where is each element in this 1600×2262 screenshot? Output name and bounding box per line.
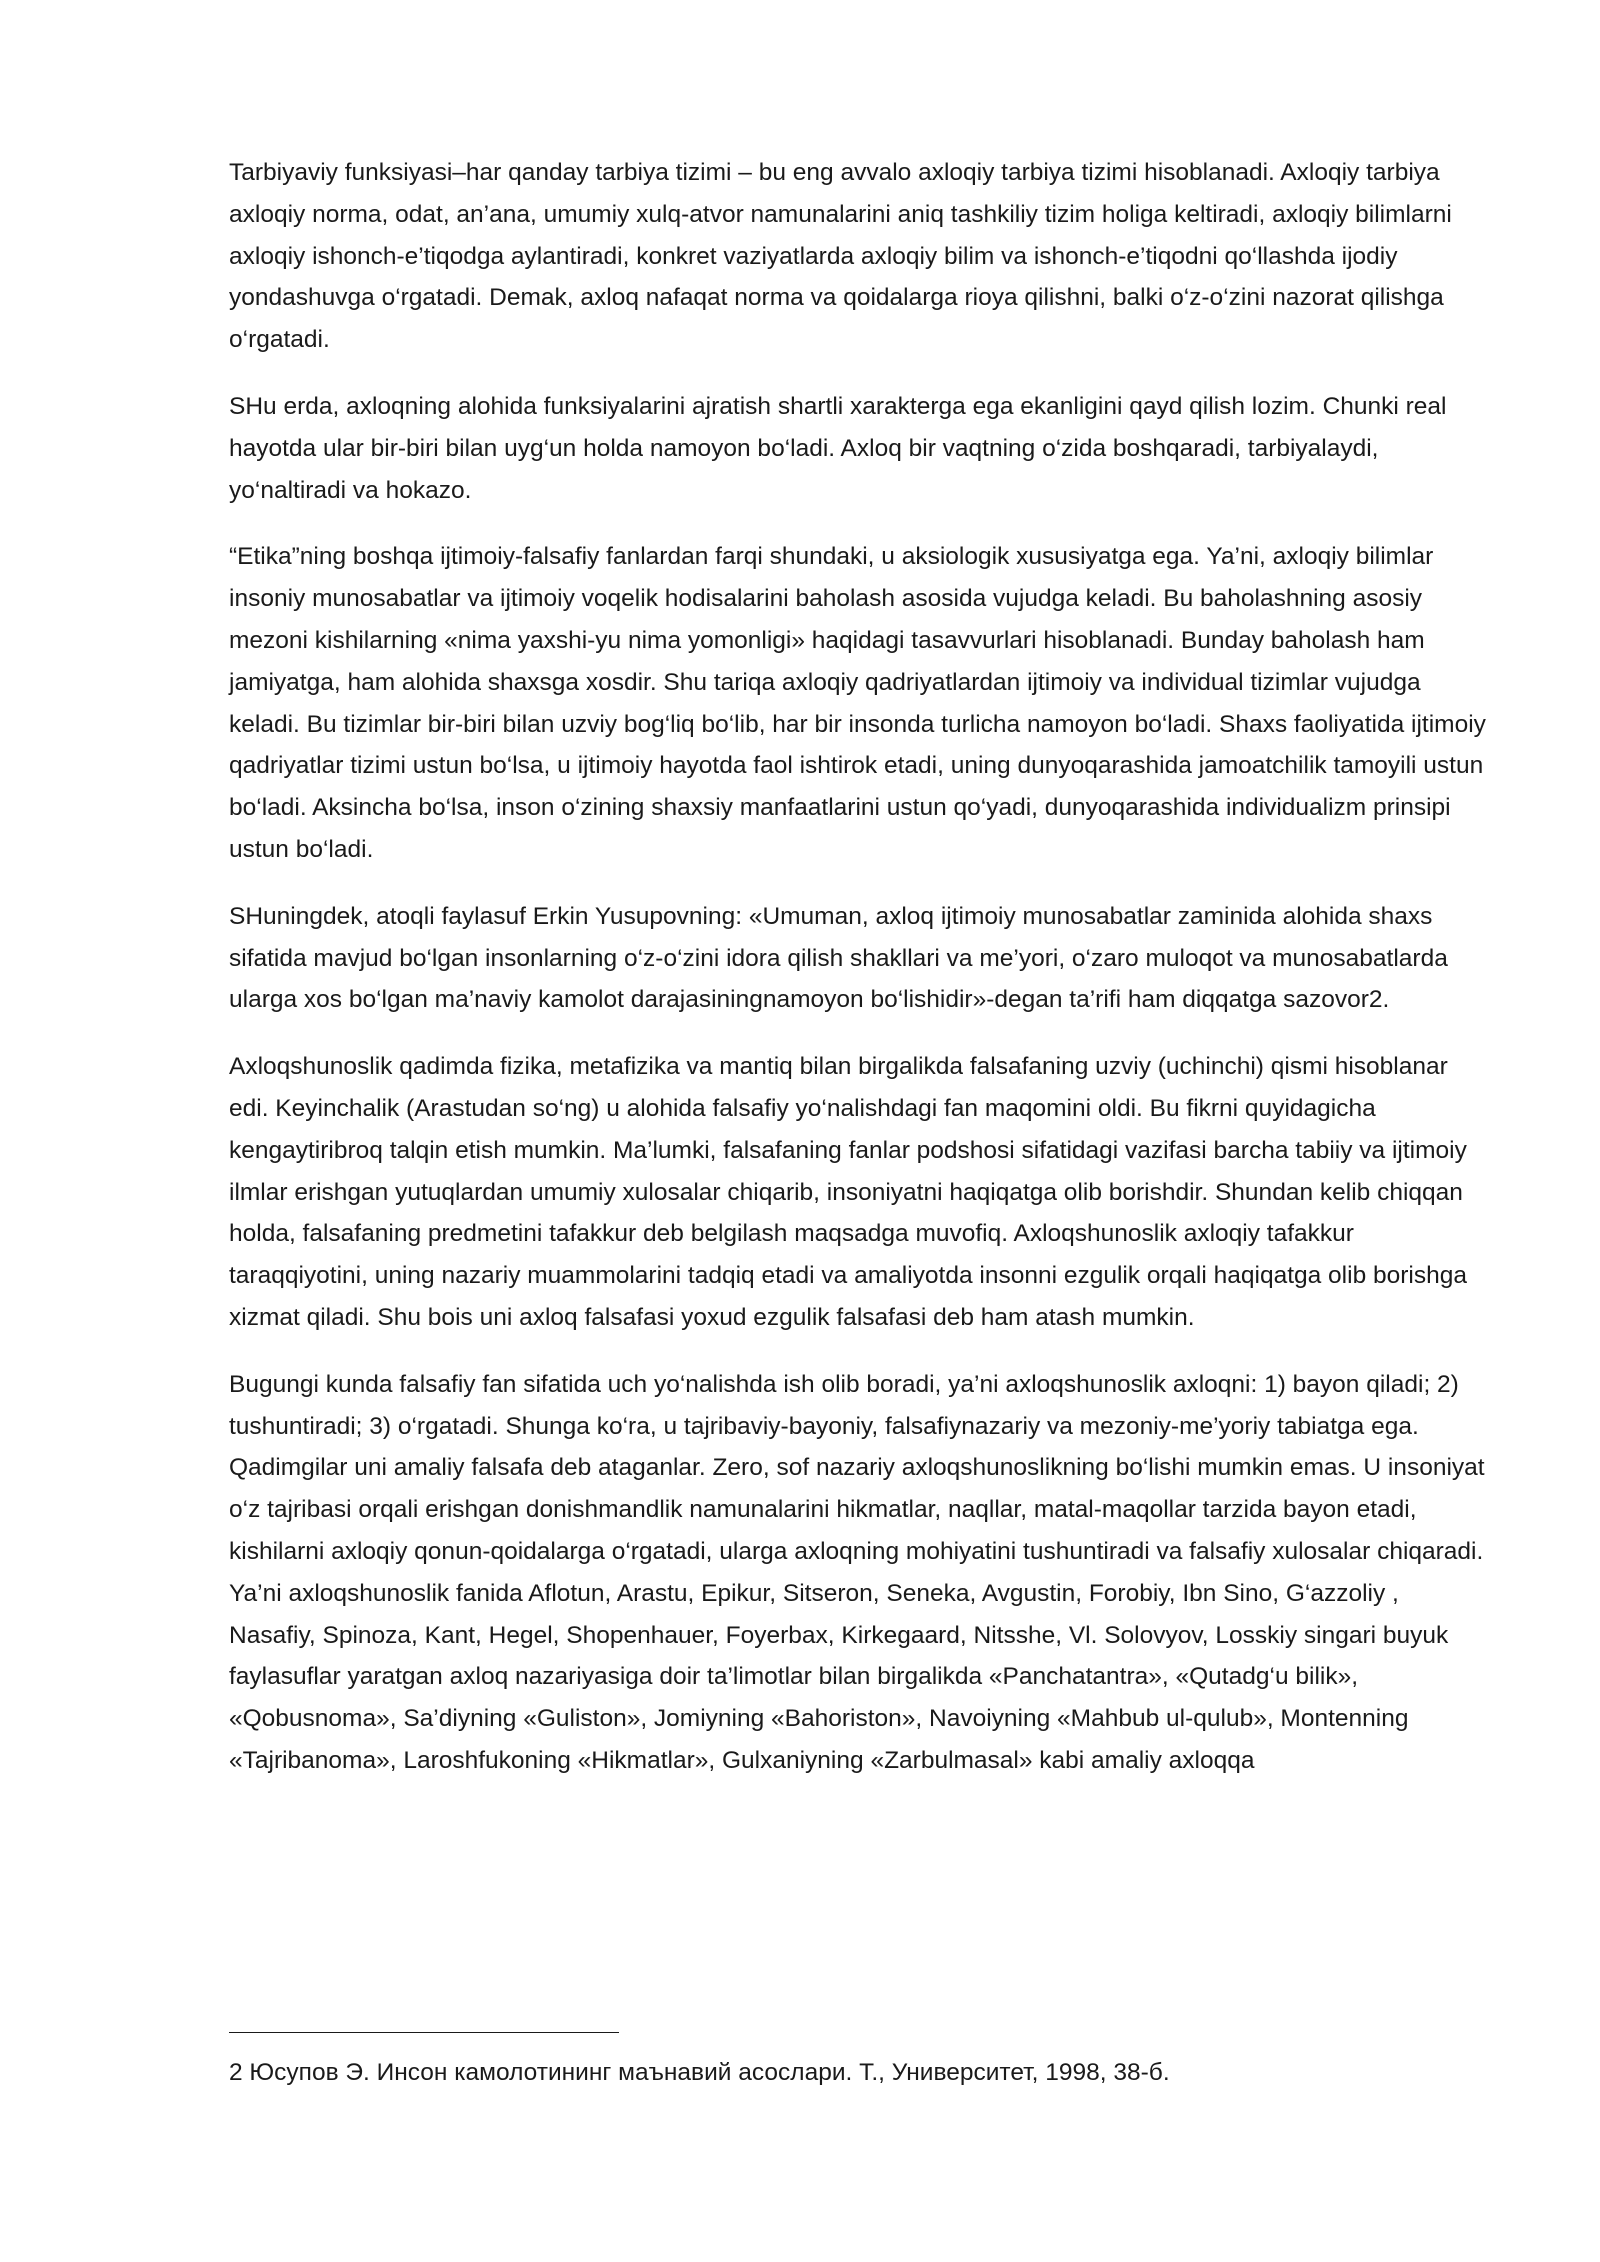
body-text [229, 152, 1489, 1807]
footnote-separator [229, 2032, 619, 2033]
footnote: 2 Юсупов Э. Инсон камолотининг маънавий асослари. Т., Университет, 1998, 38-б. [229, 2059, 1170, 2086]
paragraph-5: Axloqshunoslik qadimda fizika, metafizika va mantiq bilan birgalikda falsafaning uzviy (uchinchi) qismi hisoblanar edi. Keyinchalik (Arastudan so‘ng) u alohida falsafiy yo‘nalishdagi fan maqomini oldi. Bu fikrni quyidagicha kengaytiribroq talqin etish mumkin. Ma’lumki, falsafaning fanlar podshosi sifatidagi vazifasi barcha tabiiy va ijtimoiy ilmlar erishgan yutuqlardan umumiy xulosalar chiqarib, insoniyatni haqiqatga olib borishdir. Shundan kelib chiqqan holda, falsafaning predmetini tafakkur deb belgilash maqsadga muvofiq. Axloqshunoslik axloqiy tafakkur taraqqiyotini, uning nazariy muammolarini tadqiq etadi va amaliyotda insonni ezgulik orqali haqiqatga olib borishga xizmat qiladi. Shu bois uni axloq falsafasi yoxud ezgulik falsafasi deb ham atash mumkin. [229, 1053, 1467, 1331]
paragraph-6: Bugungi kunda falsafiy fan sifatida uch yo‘nalishda ish olib boradi, ya’ni axloqshunoslik axloqni: 1) bayon qiladi; 2) tushuntiradi; 3) o‘rgatadi. Shunga ko‘ra, u tajribaviy-bayoniy, falsafiynazariy va mezoniy-me’yoriy tabiatga ega. Qadimgilar uni amaliy falsafa deb ataganlar. Zero, sof nazariy axloqshunoslikning bo‘lishi mumkin emas. U insoniyat o‘z tajribasi orqali erishgan donishmandlik namunalarini hikmatlar, naqllar, matal-maqollar tarzida bayon etadi, kishilarni axloqiy qonun-qoidalarga o‘rgatadi, ularga axloqning mohiyatini tushuntiradi va falsafiy xulosalar chiqaradi. Ya’ni axloqshunoslik fanida Aflotun, Arastu, Epikur, Sitseron, Seneka, Avgustin, Forobiy, Ibn Sino, G‘azzoliy , Nasafiy, Spinoza, Kant, Hegel, Shopenhauer, Foyerbax, Kirkegaard, Nitsshe, Vl. Solovyov, Losskiy singari buyuk faylasuflar yaratgan axloq nazariyasiga doir ta’limotlar bilan birgalikda «Panchatantra», «Qutadg‘u bilik», «Qobusnoma», Sa’diyning «Guliston», Jomiyning «Bahoriston», Navoiyning «Mahbub ul-qulub», Montenning «Tajribanoma», Laroshfukoning «Hikmatlar», Gulxaniyning «Zarbulmasal» kabi amaliy axloqqa [229, 1370, 1485, 1774]
paragraph-1: Tarbiyaviy funksiyasi–har qanday tarbiya tizimi – bu eng avvalo axloqiy tarbiya tizimi hisoblanadi. Axloqiy tarbiya axloqiy norma, odat, an’ana, umumiy xulq-atvor namunalarini aniq tashkiliy tizim holiga keltiradi, axloqiy bilimlarni axloqiy ishonch-e’tiqodga aylantiradi, konkret vaziyatlarda axloqiy bilim va ishonch-e’tiqodni qo‘llashda ijodiy yondashuvga o‘rgatadi. Demak, axloq nafaqat norma va qoidalarga rioya qilishni, balki o‘z-o‘zini nazorat qilishga o‘rgatadi. [229, 159, 1452, 354]
paragraph-2: SHu erda, axloqning alohida funksiyalarini ajratish shartli xarakterga ega ekanligini qayd qilish lozim. Chunki real hayotda ular bir-biri bilan uyg‘un holda namoyon bo‘ladi. Axloq bir vaqtning o‘zida boshqaradi, tarbiyalaydi, yo‘naltiradi va hokazo. [229, 392, 1447, 504]
paragraph-3: “Etika”ning boshqa ijtimoiy-falsafiy fanlardan farqi shundaki, u aksiologik xususiyatga ega. Ya’ni, axloqiy bilimlar insoniy munosabatlar va ijtimoiy voqelik hodisalarini baholash asosida vujudga keladi. Bu baholashning asosiy mezoni kishilarning «nima yaxshi-yu nima yomonligi» haqidagi tasavvurlari hisoblanadi. Bunday baholash ham jamiyatga, ham alohida shaxsga xosdir. Shu tariqa axloqiy qadriyatlardan ijtimoiy va individual tizimlar vujudga keladi. Bu tizimlar bir-biri bilan uzviy bog‘liq bo‘lib, har bir insonda turlicha namoyon bo‘ladi. Shaxs faoliyatida ijtimoiy qadriyatlar tizimi ustun bo‘lsa, u ijtimoiy hayotda faol ishtirok etadi, uning dunyoqarashida jamoatchilik tamoyili ustun bo‘ladi. Aksincha bo‘lsa, inson o‘zining shaxsiy manfaatlarini ustun qo‘yadi, dunyoqarashida individualizm prinsipi ustun bo‘ladi. [229, 543, 1486, 863]
paragraph-4: SHuningdek, atoqli faylasuf Erkin Yusupovning: «Umuman, axloq ijtimoiy munosabatlar zaminida alohida shaxs sifatida mavjud bo‘lgan insonlarning o‘z-o‘zini idora qilish shakllari va me’yori, o‘zaro muloqot va munosabatlarda ularga xos bo‘lgan ma’naviy kamolot darajasiningnamoyon bo‘lishidir»-degan ta’rifi ham diqqatga sazovor2. [229, 902, 1448, 1014]
